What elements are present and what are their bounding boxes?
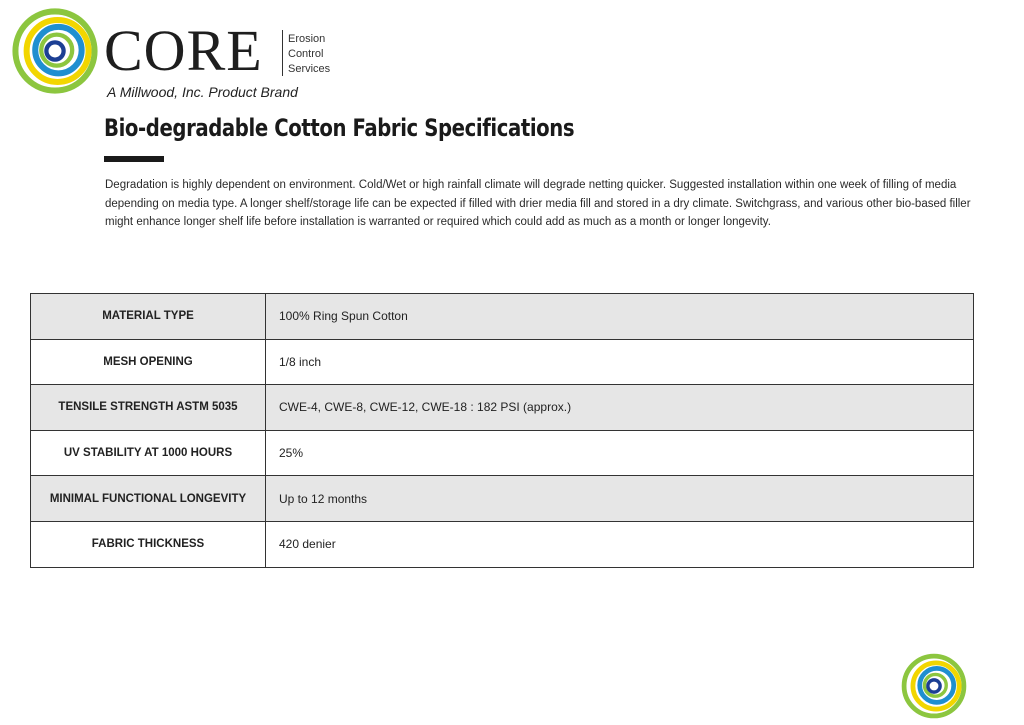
tagline-line: Erosion	[288, 33, 326, 45]
spec-label: MESH OPENING	[31, 339, 266, 385]
spec-value: CWE-4, CWE-8, CWE-12, CWE-18 : 182 PSI (approx.)	[266, 385, 974, 431]
brand-tagline	[288, 32, 330, 77]
spec-value: 100% Ring Spun Cotton	[266, 294, 974, 340]
spec-value: Up to 12 months	[266, 476, 974, 522]
spec-value: 25%	[266, 430, 974, 476]
spec-label: MATERIAL TYPE	[31, 294, 266, 340]
page-title: Bio-degradable Cotton Fabric Specifications	[104, 114, 575, 142]
brand-wordmark: CORE	[104, 18, 263, 83]
spec-value: 1/8 inch	[266, 339, 974, 385]
table-row	[31, 521, 974, 567]
intro-paragraph: Degradation is highly dependent on environment. Cold/Wet or high rainfall climate will degrade netting quicker. Suggested installation within one week of filling of media depending on media type. A longer shelf/storage life can be expected if filled with drier media fill and stored in a dry climate. Switchgrass, and various other bio-based filler might enhance longer shelf life before installation is warranted or required which could add as much as a month or longer longevity.	[105, 179, 971, 228]
table-row	[31, 476, 974, 522]
spec-label: TENSILE STRENGTH ASTM 5035	[31, 385, 266, 431]
swirl-logo-icon	[898, 652, 970, 720]
tagline-line: Control	[288, 48, 324, 60]
table-row	[31, 294, 974, 340]
tagline-line: Services	[288, 63, 331, 75]
table-row	[31, 430, 974, 476]
swirl-logo-icon	[12, 8, 98, 94]
spec-label: FABRIC THICKNESS	[31, 521, 266, 567]
table-row	[31, 339, 974, 385]
sub-brand: A Millwood, Inc. Product Brand	[107, 84, 298, 100]
spec-label: UV STABILITY AT 1000 HOURS	[31, 430, 266, 476]
spec-table	[30, 293, 974, 568]
spec-label: MINIMAL FUNCTIONAL LONGEVITY	[31, 476, 266, 522]
spec-value: 420 denier	[266, 521, 974, 567]
title-underline	[104, 156, 164, 162]
brand-divider	[282, 30, 283, 76]
table-row	[31, 385, 974, 431]
